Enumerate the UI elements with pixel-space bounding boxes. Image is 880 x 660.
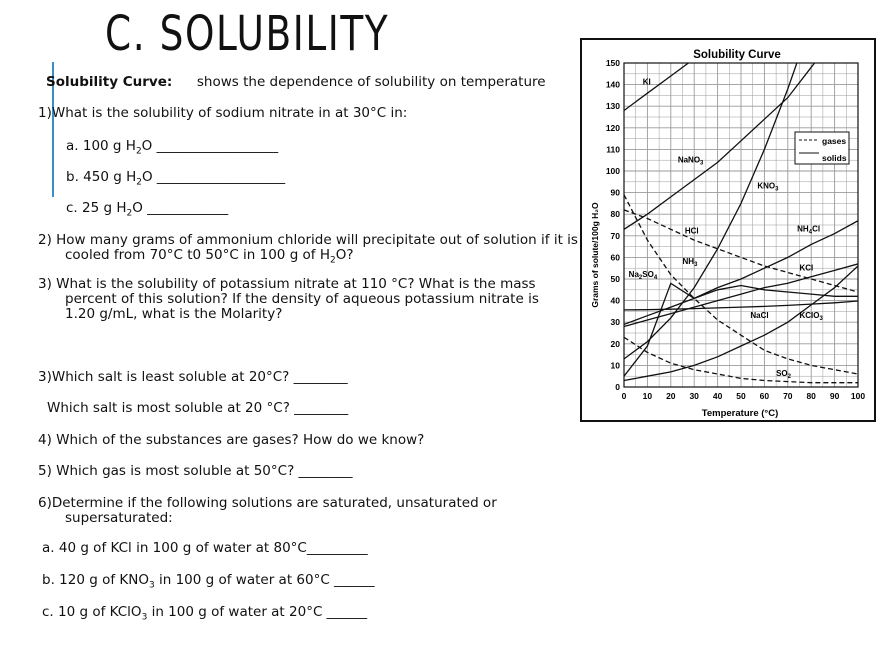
question-3b: 3)Which salt is least soluble at 20°C? ________ bbox=[38, 369, 348, 385]
chart-grid bbox=[624, 63, 858, 387]
series-label: KI bbox=[642, 77, 651, 87]
chart-title: Solubility Curve bbox=[693, 49, 781, 61]
x-axis-label: Temperature (°C) bbox=[701, 408, 779, 419]
question-1: 1)What is the solubility of sodium nitrate in at 30°C in: bbox=[38, 105, 408, 121]
x-tick-label: 90 bbox=[829, 391, 840, 401]
page-title: C. SOLUBILITY bbox=[105, 6, 390, 62]
x-tick-label: 100 bbox=[850, 391, 866, 401]
y-tick-label: 30 bbox=[610, 317, 620, 328]
y-tick-label: 60 bbox=[610, 252, 620, 263]
y-tick-label: 10 bbox=[610, 360, 620, 371]
chart-legend bbox=[795, 132, 849, 164]
intro-definition: shows the dependence of solubility on temperature bbox=[196, 74, 546, 90]
y-tick-label: 90 bbox=[610, 187, 620, 198]
x-tick-label: 10 bbox=[642, 391, 653, 401]
legend-gases-label: gases bbox=[822, 136, 847, 146]
y-tick-label: 0 bbox=[615, 382, 620, 392]
series-label: KClO$_3$ bbox=[799, 310, 823, 322]
series-label: $SO_2$ bbox=[776, 369, 792, 381]
question-4: 4) Which of the substances are gases? How do we know? bbox=[38, 432, 425, 448]
y-tick-label: 150 bbox=[605, 58, 620, 68]
x-tick-label: 40 bbox=[712, 391, 723, 401]
y-tick-label: 130 bbox=[605, 101, 620, 112]
legend-solids-label: solids bbox=[822, 153, 847, 163]
y-tick-label: 70 bbox=[610, 230, 620, 241]
series-label: NaNO$_3$ bbox=[677, 155, 704, 167]
y-tick-label: 120 bbox=[605, 122, 620, 133]
question-1a: a. 100 g $H_2O$ __________________ bbox=[66, 138, 279, 157]
question-6b: b. 120 g of $KNO_3$ in 100 g of water at 60°C ______ bbox=[42, 572, 375, 591]
solubility-chart bbox=[582, 40, 874, 420]
series-label: HCl bbox=[684, 226, 699, 236]
x-tick-label: 60 bbox=[759, 391, 770, 401]
y-tick-label: 50 bbox=[610, 274, 620, 284]
question-1b: b. 450 g $H_2O$ ___________________ bbox=[66, 169, 286, 188]
x-tick-label: 20 bbox=[666, 391, 676, 401]
x-tick-label: 0 bbox=[621, 391, 627, 401]
x-tick-label: 30 bbox=[689, 391, 699, 401]
y-tick-label: 40 bbox=[610, 295, 620, 306]
y-tick-label: 110 bbox=[606, 144, 620, 155]
x-tick-label: 50 bbox=[736, 391, 746, 401]
question-1c: c. 25 g $H_2O$ ____________ bbox=[66, 200, 229, 219]
series-label: KCl bbox=[799, 263, 814, 273]
question-6c: c. 10 g of KClO$_3$ in 100 g of water at 20°C ______ bbox=[42, 604, 368, 623]
y-tick-label: 140 bbox=[605, 79, 620, 90]
x-tick-label: 80 bbox=[806, 391, 816, 401]
series-label: $NH_4Cl$ bbox=[797, 224, 821, 236]
question-5: 5) Which gas is most soluble at 50°C? ________ bbox=[38, 463, 353, 479]
solubility-chart-frame bbox=[580, 38, 876, 422]
question-6: 6)Determine if the following solutions are saturated, unsaturated or supersaturated: bbox=[38, 495, 497, 526]
y-axis-label: Grams of solute/100g H₂O bbox=[590, 202, 600, 308]
intro-line bbox=[46, 75, 546, 90]
x-tick-label: 70 bbox=[783, 391, 793, 401]
y-tick-label: 20 bbox=[610, 338, 620, 349]
series-label: $Na_2SO_4$ bbox=[628, 269, 658, 281]
series-label: $KNO_3$ bbox=[757, 181, 779, 193]
question-3c: Which salt is most soluble at 20 °C? ________ bbox=[47, 400, 349, 416]
series-label: $NH_3$ bbox=[682, 256, 698, 268]
y-tick-label: 100 bbox=[605, 166, 620, 176]
question-6a: a. 40 g of KCl in 100 g of water at 80°C_________ bbox=[42, 540, 368, 556]
series-label: NaCl bbox=[750, 310, 769, 320]
chart-labels bbox=[629, 78, 824, 381]
question-3: 3) What is the solubility of potassium nitrate at 110 °C? What is the mass percent of this solution? If the density of aqueous potassium nitrate is 1.20 g/mL, what is the Molarity? bbox=[38, 276, 539, 322]
y-tick-label: 80 bbox=[610, 209, 620, 220]
question-2: 2) How many grams of ammonium chloride will precipitate out of solution if it is cooled from 70°C t0 50°C in 100 g of $H_2O$? bbox=[38, 232, 578, 266]
intro-term: Solubility Curve: bbox=[46, 74, 173, 90]
